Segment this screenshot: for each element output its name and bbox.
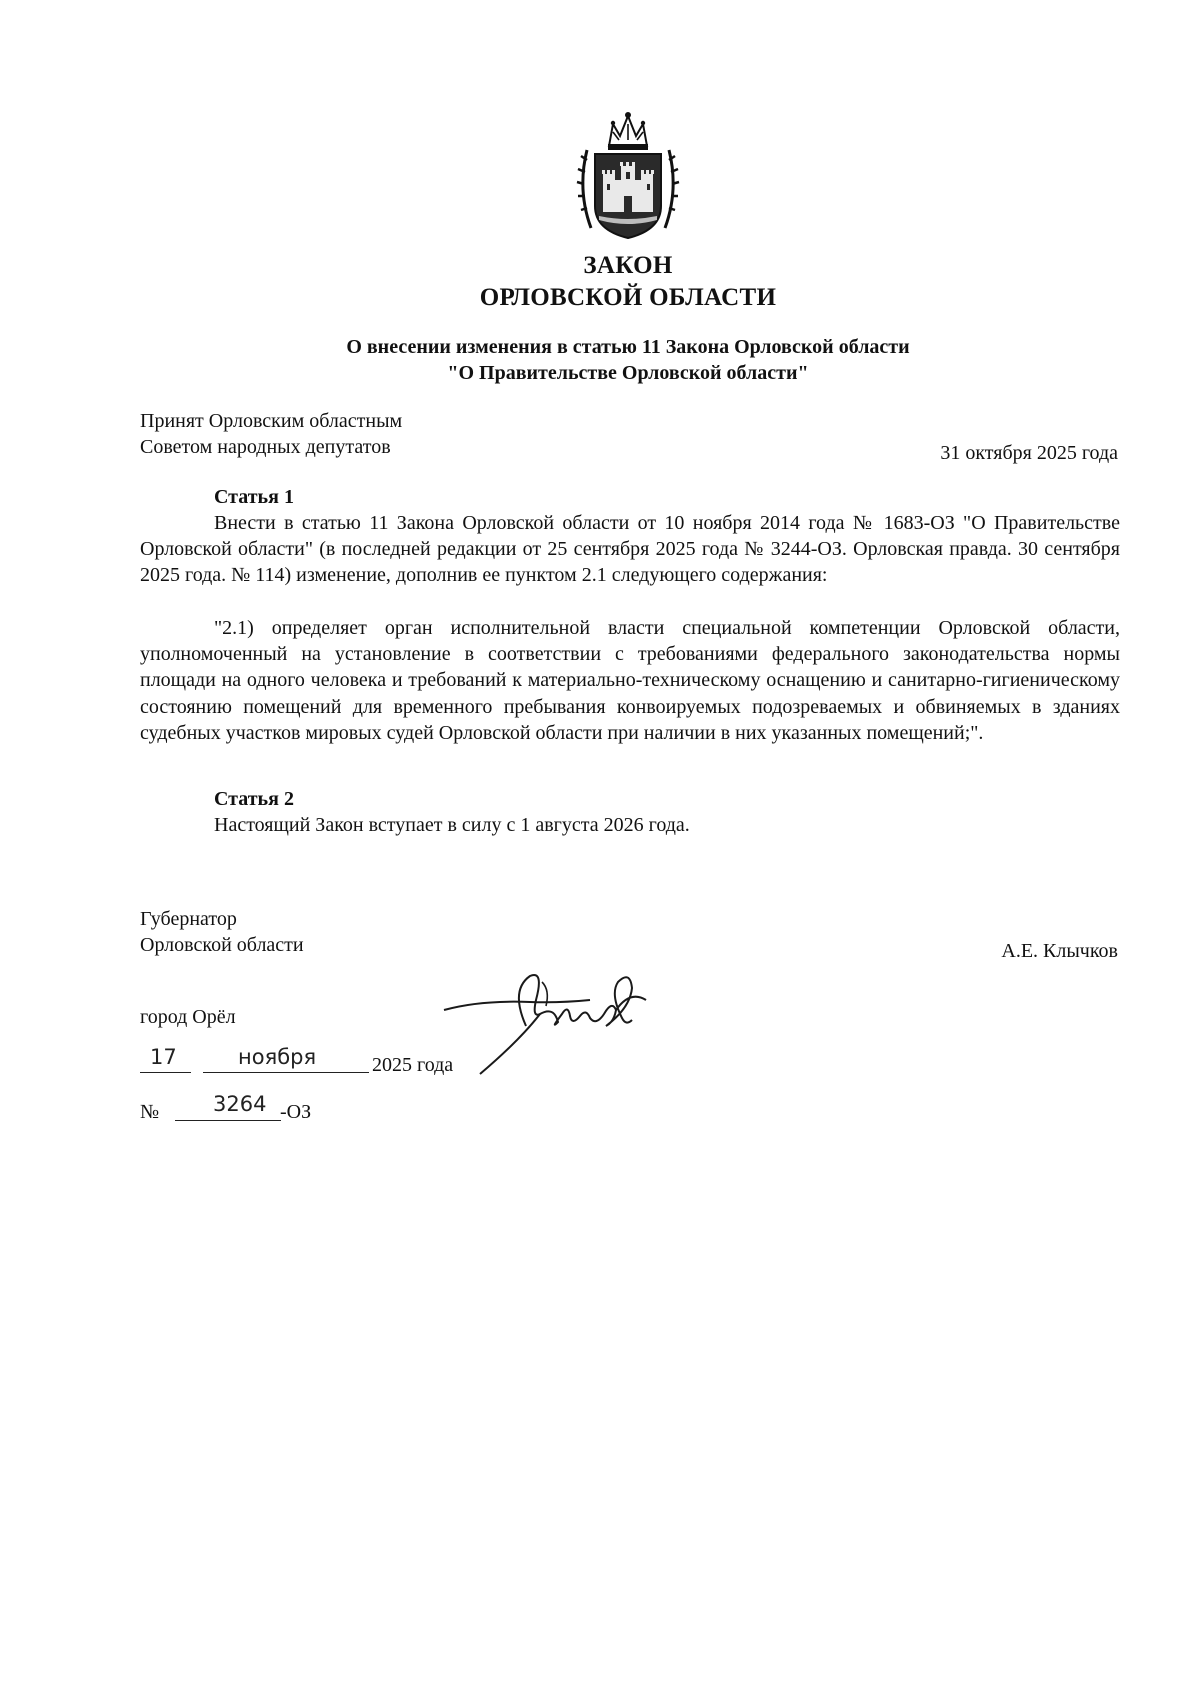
signing-month: ноября — [238, 1045, 317, 1069]
signing-year: 2025 года — [372, 1054, 454, 1076]
coat-of-arms-emblem — [573, 110, 683, 246]
city-line: город Орёл — [140, 1006, 236, 1028]
law-subject-line2: "О Правительстве Орловской области" — [447, 362, 809, 384]
document-title-region: ОРЛОВСКОЙ ОБЛАСТИ — [479, 284, 777, 311]
adoption-date: 31 октября 2025 года — [940, 442, 1118, 464]
signatory-position-line1: Губернатор — [140, 908, 237, 930]
signature-image — [440, 970, 690, 1085]
number-underline — [175, 1120, 281, 1121]
signing-day: 17 — [150, 1045, 177, 1069]
crown-icon — [608, 112, 648, 150]
law-subject-line1: О внесении изменения в статью 11 Закона Орловской области — [346, 336, 910, 358]
article-1-amendment-text: "2.1) определяет орган исполнительной власти специальной компетенции Орловской области, уполномоченный на установление в соответствии с требованиями федерального законодательства нормы площади на одного человека и требований к материально-техническому оснащению и санитарно-гигиеническому состоянию помещений для временного пребывания конвоируемых подозреваемых и обвиняемых в зданиях судебных участков мировых судей Орловской области при наличии в них указанных помещений;". — [140, 617, 1120, 744]
signatory-position-line2: Орловской области — [140, 934, 304, 956]
document-title: ЗАКОН — [583, 252, 673, 279]
day-underline — [140, 1072, 191, 1073]
law-number: 3264 — [213, 1092, 267, 1116]
article-2-text: Настоящий Закон вступает в силу с 1 августа 2026 года. — [214, 814, 690, 836]
signatory-name: А.Е. Клычков — [1001, 940, 1118, 962]
article-1-text: Внести в статью 11 Закона Орловской области от 10 ноября 2014 года № 1683-ОЗ "О Правительстве Орловской области" (в последней редакции от 25 сентября 2025 года № 3244-ОЗ. Орловская правда. 30 сентября 2025 года. № 114) изменение, дополнив ее пунктом 2.1 следующего содержания: — [140, 512, 1120, 587]
number-suffix: -ОЗ — [280, 1101, 312, 1123]
month-underline — [203, 1072, 369, 1073]
article-2-heading: Статья 2 — [214, 788, 294, 810]
article-1-heading: Статья 1 — [214, 486, 294, 508]
adoption-body-line2: Советом народных депутатов — [140, 436, 391, 458]
adoption-body-line1: Принят Орловским областным — [140, 410, 403, 432]
number-sign: № — [140, 1101, 160, 1123]
